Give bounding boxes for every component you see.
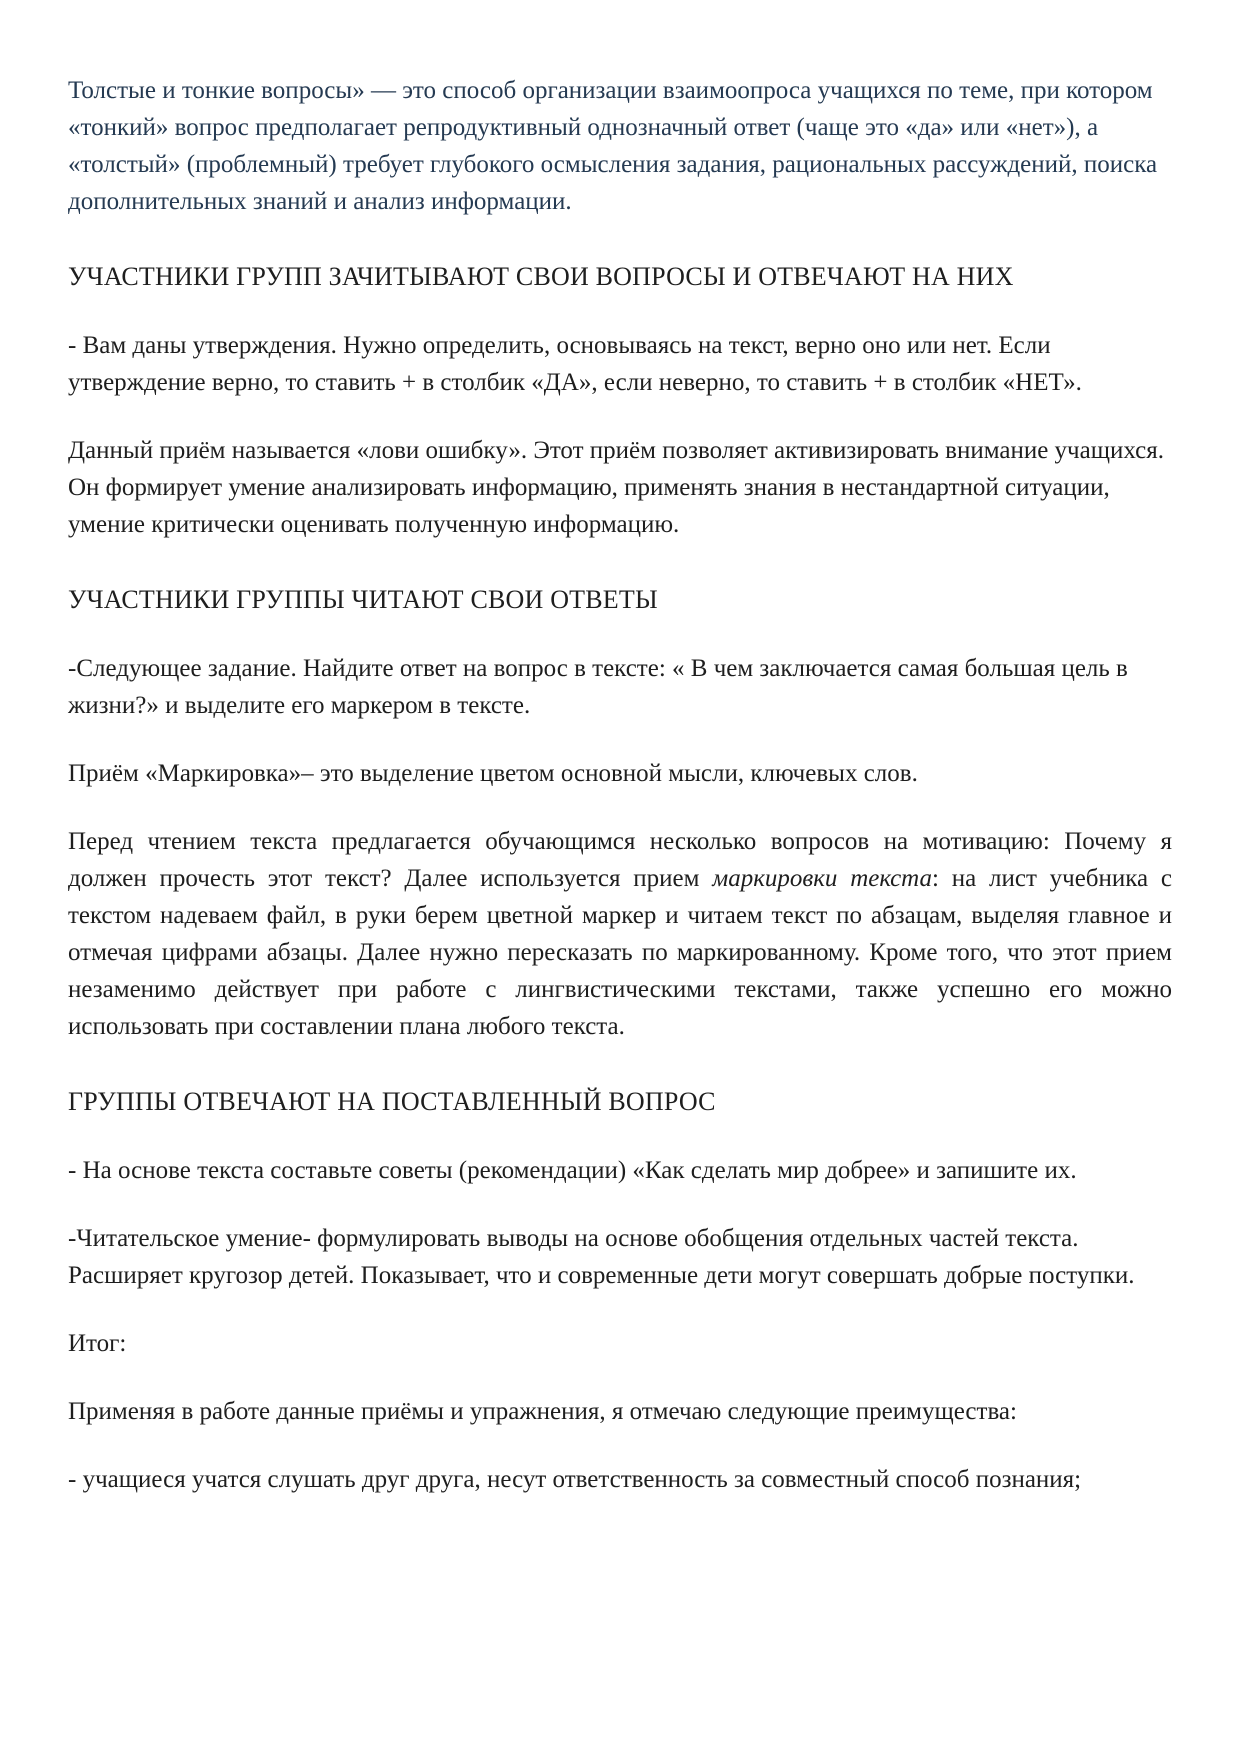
text-run: Перед чтением текста предлагается обучающимся несколько вопросов на мотивацию: Почему я должен прочесть этот текст? Далее используется прием xyxy=(68,828,1172,892)
paragraph: - Вам даны утверждения. Нужно определить, основываясь на текст, верно оно или нет. Если утверждение верно, то ставить + в столбик «ДА», если неверно, то ставить + в столбик «НЕТ». xyxy=(68,332,1082,396)
section-heading: ГРУППЫ ОТВЕЧАЮТ НА ПОСТАВЛЕННЫЙ ВОПРОС xyxy=(68,1087,716,1116)
paragraph: Итог: xyxy=(68,1330,127,1357)
intro-paragraph: Толстые и тонкие вопросы» — это способ организации взаимоопроса учащихся по теме, при котором «тонкий» вопрос предполагает репродуктивный однозначный ответ (чаще это «да» или «нет»), а «толстый» (проблемный) требует глубокого осмысления задания, рациональных рассуждений, поиска дополнительных знаний и анализ информации. xyxy=(68,77,1158,215)
paragraph: - На основе текста составьте советы (рекомендации) «Как сделать мир добрее» и запишите их. xyxy=(68,1157,1077,1184)
paragraph xyxy=(68,823,1172,1045)
section-heading: УЧАСТНИКИ ГРУППЫ ЧИТАЮТ СВОИ ОТВЕТЫ xyxy=(68,585,658,614)
section-heading: УЧАСТНИКИ ГРУПП ЗАЧИТЫВАЮТ СВОИ ВОПРОСЫ И ОТВЕЧАЮТ НА НИХ xyxy=(68,262,1014,291)
paragraph: Приём «Маркировка»– это выделение цветом основной мысли, ключевых слов. xyxy=(68,760,918,787)
italic-text-run: маркировки текста xyxy=(712,865,933,892)
paragraph: - учащиеся учатся слушать друг друга, несут ответственность за совместный способ познания; xyxy=(68,1466,1082,1493)
document-content xyxy=(68,72,1172,1498)
paragraph: -Следующее задание. Найдите ответ на вопрос в тексте: « В чем заключается самая большая цель в жизни?» и выделите его маркером в тексте. xyxy=(68,655,1128,719)
paragraph: Данный приём называется «лови ошибку». Этот приём позволяет активизировать внимание учащихся. Он формирует умение анализировать информацию, применять знания в нестандартной ситуации, умение критически оценивать полученную информацию. xyxy=(68,437,1164,538)
paragraph: Применяя в работе данные приёмы и упражнения, я отмечаю следующие преимущества: xyxy=(68,1398,1017,1425)
paragraph: -Читательское умение- формулировать выводы на основе обобщения отдельных частей текста. Расширяет кругозор детей. Показывает, что и современные дети могут совершать добрые поступки. xyxy=(68,1225,1135,1289)
text-run: : на лист учебника с текстом надеваем файл, в руки берем цветной маркер и читаем текст по абзацам, выделяя главное и отмечая цифрами абзацы. Далее нужно пересказать по маркированному. Кроме того, что этот прием незаменимо действует при работе с лингвистическими текстами, также успешно его можно использовать при составлении плана любого текста. xyxy=(68,865,1173,1040)
